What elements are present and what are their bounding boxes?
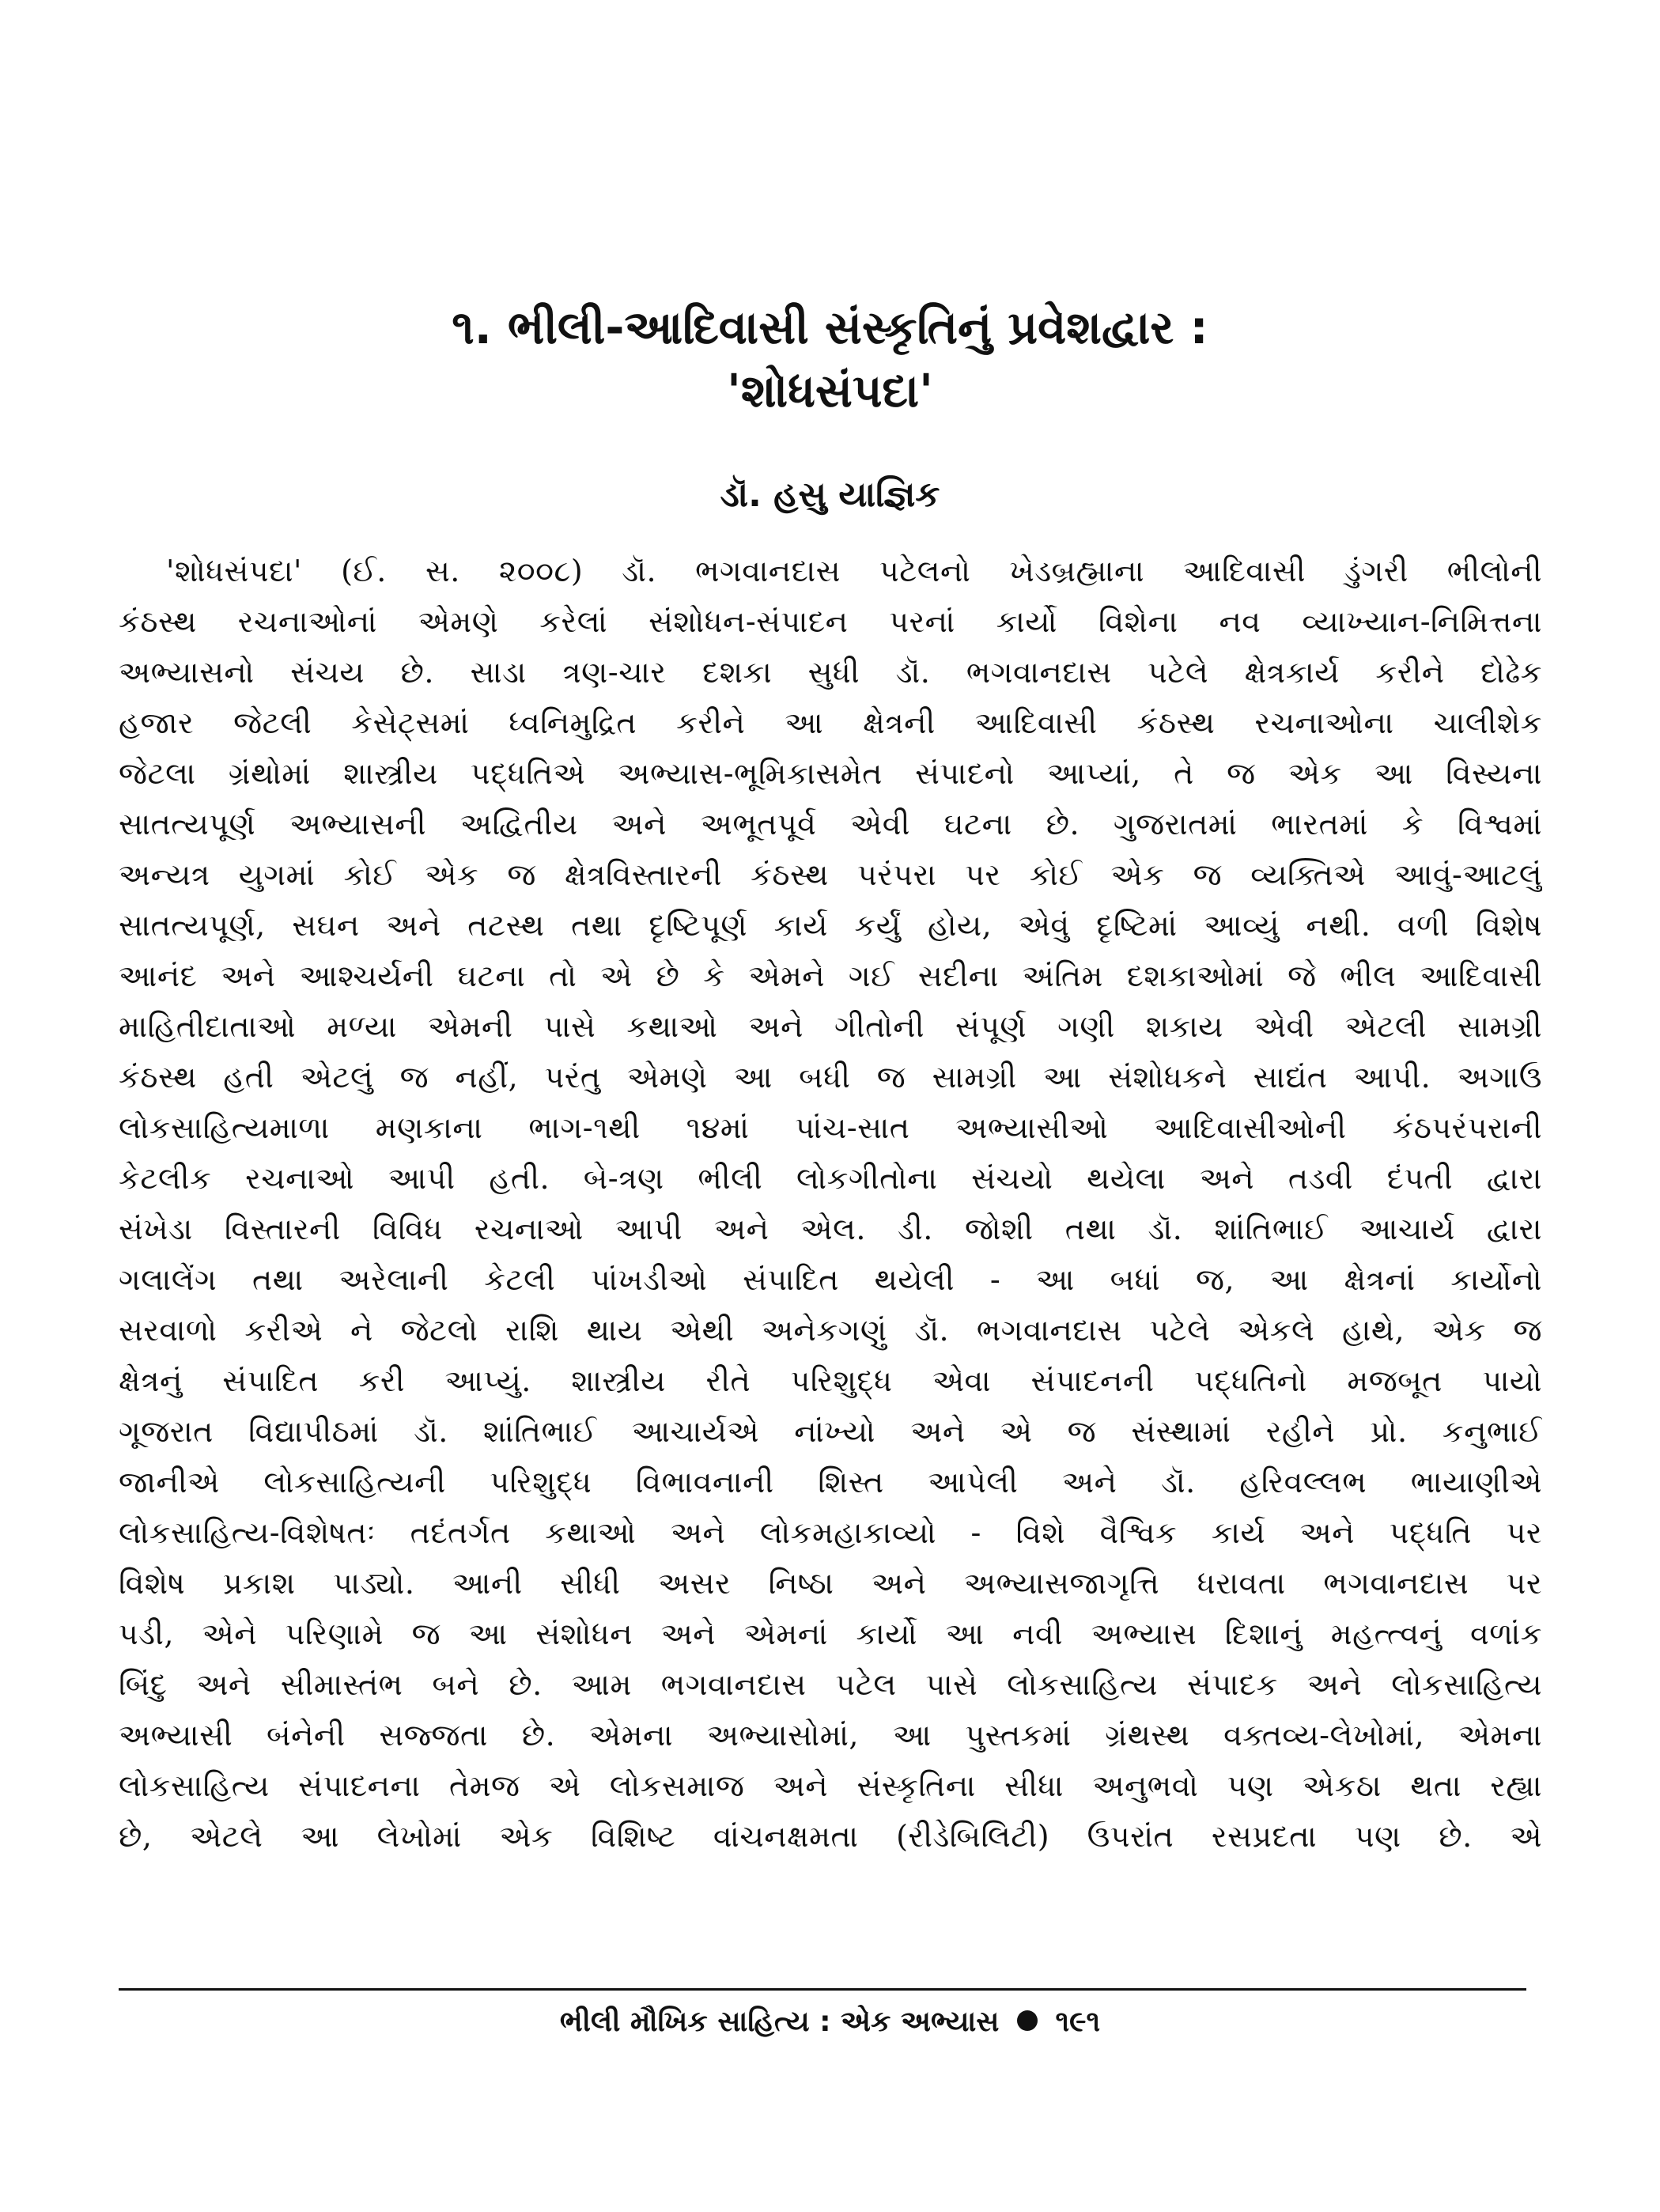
body-paragraph bbox=[119, 546, 1542, 1862]
footer-divider bbox=[119, 1988, 1526, 1991]
chapter-title-line-2: 'શોધસંપદા' bbox=[727, 364, 933, 418]
body-line: હજાર જેટલી કેસેટ્સમાં ધ્વનિમુદ્રિત કરીને આ ક્ષેત્રની આદિવાસી કંઠસ્થ રચનાઓના ચાલીશેક bbox=[119, 705, 1542, 740]
body-line: વિશેષ પ્રકાશ પાડ્યો. આની સીધી અસર નિષ્ઠા અને અભ્યાસજાગૃત્તિ ધરાવતા ભગવાનદાસ પર bbox=[119, 1566, 1542, 1601]
body-line: આનંદ અને આશ્ચર્યની ઘટના તો એ છે કે એમને ગઈ સદીના અંતિમ દશકાઓમાં જે ભીલ આદિવાસી bbox=[119, 959, 1542, 993]
body-line: લોકસાહિત્ય-વિશેષતઃ તદંતર્ગત કથાઓ અને લોકમહાકાવ્યો - વિશે વૈશ્વિક કાર્ય અને પદ્ધતિ પર bbox=[119, 1515, 1542, 1550]
author-name: ડૉ. હસુ યાજ્ઞિક bbox=[720, 475, 940, 515]
body-line: સરવાળો કરીએ ને જેટલો રાશિ થાય એથી અનેકગણું ડૉ. ભગવાનદાસ પટેલે એકલે હાથે, એક જ bbox=[119, 1313, 1542, 1348]
body-line: જાનીએ લોકસાહિત્યની પરિશુદ્ધ વિભાવનાની શિસ્ત આપેલી અને ડૉ. હરિવલ્લભ ભાયાણીએ bbox=[119, 1465, 1542, 1499]
page-footer bbox=[0, 2005, 1660, 2039]
body-line: ગલાલેંગ તથા અરેલાની કેટલી પાંખડીઓ સંપાદિત થયેલી - આ બધાં જ, આ ક્ષેત્રનાં કાર્યોનો bbox=[119, 1262, 1542, 1297]
body-line: લોકસાહિત્ય સંપાદનના તેમજ એ લોકસમાજ અને સંસ્કૃતિના સીધા અનુભવો પણ એકઠા થતા રહ્યા bbox=[119, 1768, 1542, 1803]
body-line: છે, એટલે આ લેખોમાં એક વિશિષ્ટ વાંચનક્ષમતા (રીડેબિલિટી) ઉપરાંત રસપ્રદતા પણ છે. એ bbox=[119, 1819, 1542, 1854]
body-line: જેટલા ગ્રંથોમાં શાસ્ત્રીય પદ્ધતિએ અભ્યાસ-ભૂમિકાસમેત સંપાદનો આપ્યાં, તે જ એક આ વિસ્યના bbox=[119, 756, 1542, 791]
body-line: સંખેડા વિસ્તારની વિવિધ રચનાઓ આપી અને એલ. ડી. જોશી તથા ડૉ. શાંતિભાઈ આચાર્ય દ્વારા bbox=[119, 1212, 1542, 1246]
body-line: અન્યત્ર યુગમાં કોઈ એક જ ક્ષેત્રવિસ્તારની કંઠસ્થ પરંપરા પર કોઈ એક જ વ્યક્તિએ આવું-આટલું bbox=[119, 857, 1542, 892]
body-line: ગૂજરાત વિદ્યાપીઠમાં ડૉ. શાંતિભાઈ આચાર્યએ નાંખ્યો અને એ જ સંસ્થામાં રહીને પ્રો. કનુભાઈ bbox=[119, 1414, 1542, 1449]
body-line: અભ્યાસનો સંચય છે. સાડા ત્રણ-ચાર દશકા સુધી ડૉ. ભગવાનદાસ પટેલે ક્ષેત્રકાર્ય કરીને દોઢેક bbox=[119, 655, 1542, 690]
body-line: સાતત્યપૂર્ણ, સઘન અને તટસ્થ તથા દૃષ્ટિપૂર્ણ કાર્ય કર્યું હોય, એવું દૃષ્ટિમાં આવ્યું નથી. વળી વિશેષ bbox=[119, 908, 1542, 943]
body-line: માહિતીદાતાઓ મળ્યા એમની પાસે કથાઓ અને ગીતોની સંપૂર્ણ ગણી શકાય એવી એટલી સામગ્રી bbox=[119, 1009, 1542, 1044]
chapter-title-line-1: ૧. ભીલી-આદિવાસી સંસ્કૃતિનું પ્રવેશદ્વાર : bbox=[452, 301, 1208, 354]
body-line: લોકસાહિત્યમાળા મણકાના ભાગ-૧થી ૧૪માં પાંચ-સાત અભ્યાસીઓ આદિવાસીઓની કંઠપરંપરાની bbox=[119, 1110, 1542, 1145]
filled-circle-icon bbox=[1017, 2010, 1038, 2031]
body-line: પડી, એને પરિણામે જ આ સંશોધન અને એમનાં કાર્યો આ નવી અભ્યાસ દિશાનું મહત્ત્વનું વળાંક bbox=[119, 1616, 1542, 1651]
body-line: કંઠસ્થ રચનાઓનાં એમણે કરેલાં સંશોધન-સંપાદન પરનાં કાર્યો વિશેના નવ વ્યાખ્યાન-નિમિત્તના bbox=[119, 604, 1542, 639]
page-number: ૧૯૧ bbox=[1055, 2006, 1101, 2038]
body-line: કંઠસ્થ હતી એટલું જ નહીં, પરંતુ એમણે આ બધી જ સામગ્રી આ સંશોધકને સાદ્યંત આપી. અગાઉ bbox=[119, 1060, 1542, 1095]
body-line: 'શોધસંપદા' (ઈ. સ. ૨૦૦૮) ડૉ. ભગવાનદાસ પટેલનો ખેડબ્રહ્માના આદિવાસી ડુંગરી ભીલોની bbox=[166, 554, 1542, 588]
body-line: બિંદુ અને સીમાસ્તંભ બને છે. આમ ભગવાનદાસ પટેલ પાસે લોકસાહિત્ય સંપાદક અને લોકસાહિત્ય bbox=[119, 1667, 1542, 1702]
body-line: ક્ષેત્રનું સંપાદિત કરી આપ્યું. શાસ્ત્રીય રીતે પરિશુદ્ધ એવા સંપાદનની પદ્ધતિનો મજબૂત પાયો bbox=[119, 1363, 1542, 1398]
body-line: કેટલીક રચનાઓ આપી હતી. બે-ત્રણ ભીલી લોકગીતોના સંચયો થયેલા અને તડવી દંપતી દ્વારા bbox=[119, 1161, 1542, 1196]
footer-book-title: ભીલી મૌખિક સાહિત્ય : એક અભ્યાસ bbox=[559, 2006, 1000, 2038]
body-line: અભ્યાસી બંનેની સજ્જતા છે. એમના અભ્યાસોમાં, આ પુસ્તકમાં ગ્રંથસ્થ વક્તવ્ય-લેખોમાં, એમના bbox=[119, 1718, 1542, 1753]
body-line: સાતત્યપૂર્ણ અભ્યાસની અદ્વિતીય અને અભૂતપૂર્વ એવી ઘટના છે. ગુજરાતમાં ભારતમાં કે વિશ્વમાં bbox=[119, 807, 1542, 841]
